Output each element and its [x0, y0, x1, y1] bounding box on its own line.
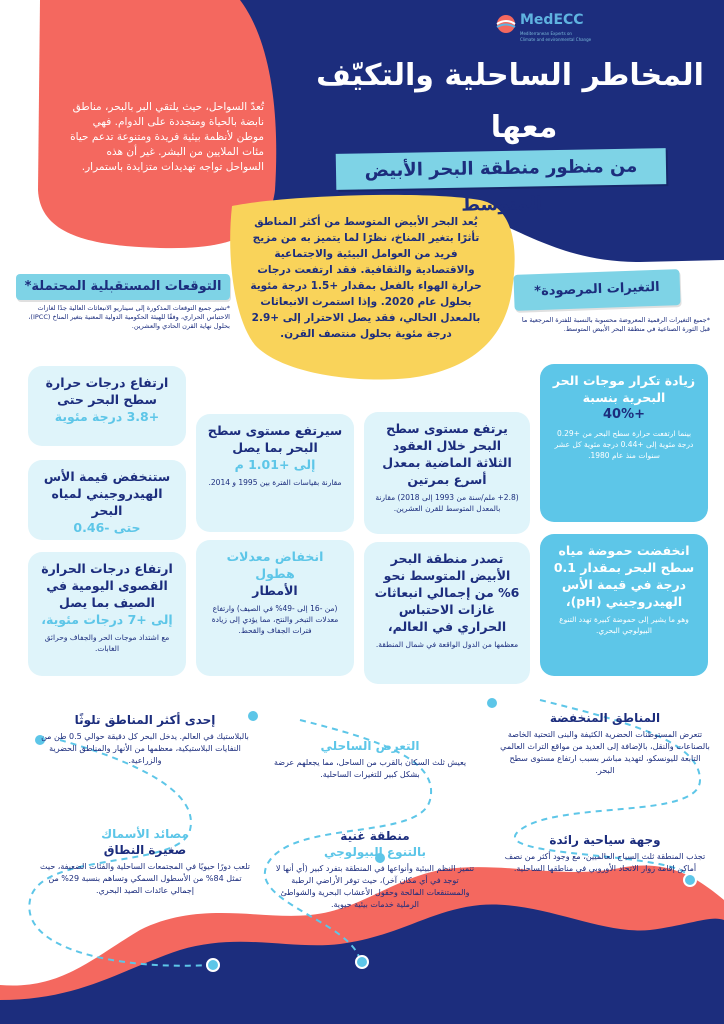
fact-title: وجهة سياحية رائدة — [549, 833, 661, 847]
card-value: إلى +1.01 م — [234, 457, 316, 472]
logo-tagline-1: Mediterranean Experts on — [520, 31, 572, 36]
observed-label: التغيرات المرصودة* — [513, 269, 680, 311]
fact-text: بالبلاستيك في العالم. يدخل البحر كل دقيقة حوالي 0.5 طن من النفايات البلاستيكية، معظمها من الأنهار والمناطق الحضرية والزراعية. — [41, 732, 249, 765]
card-sea-level-projection — [196, 414, 354, 532]
card-max-temperature — [28, 552, 186, 676]
logo-name: MedECC — [520, 12, 584, 28]
card-emissions — [364, 542, 530, 684]
fact-title: إحدى أكثر المناطق تلوثًا — [74, 713, 216, 727]
page-subtitle: من منظور منطقة البحر الأبيض المتوسط — [336, 148, 667, 190]
page-title-line2: معها — [490, 110, 558, 145]
fact-text: يعيش ثلث السكان بالقرب من الساحل، مما يجعلهم عرضة بشكل كبير للتغيرات الساحلية. — [273, 758, 467, 779]
card-title: انخفاض معدلات هطول — [226, 549, 324, 581]
card-value: +40% — [602, 407, 646, 422]
card-ph-projection — [28, 460, 186, 540]
fact-biodiversity — [270, 828, 480, 911]
card-title: زيادة تكرار موجات الحر البحرية بنسبة — [552, 373, 696, 405]
card-title-2: الأمطار — [252, 583, 298, 598]
path-marker — [486, 697, 498, 709]
fact-fisheries — [40, 826, 250, 897]
path-marker — [356, 956, 368, 968]
page-title-line1: المخاطر الساحلية والتكيّف — [316, 58, 704, 93]
fact-text: تتميز النظم البيئية وأنواعها في المنطقة بتفرد كبير (أي أنها لا توجد في أي مكان آخر)، حيث توفر الأراضي الرطبة والمستنقعات المالحة وحقول الأعشاب البحرية والشواطئ الرملية خدمات بيئية حيوية. — [275, 864, 475, 909]
card-title: سيرتفع مستوى سطح البحر بما يصل — [207, 423, 343, 455]
card-acidification — [540, 534, 708, 676]
fact-pollution — [40, 712, 250, 767]
card-title: تصدر منطقة البحر الأبيض المتوسط نحو 6% من إجمالي انبعاثات غازات الاحتباس الحراري في العالم، — [374, 551, 520, 634]
card-title: ستنخفض قيمة الأس الهيدروجيني لمياه البحر — [43, 469, 171, 518]
fact-text: تتعرض المستوطنات الحضرية الكثيفة والبنى التحتية الخاصة بالصناعات والنقل، بالإضافة إلى العديد من مواقع التراث العالمي التابعة لليونسكو، لتهديد مباشر بسبب ارتفاع مستوى سطح البحر. — [500, 730, 710, 775]
card-value: حتى -0.46 — [73, 520, 141, 535]
card-value: +3.8 درجة مئوية — [54, 409, 160, 424]
logo-tagline-2: Climate and environmental Change — [520, 37, 592, 42]
fact-text: تلعب دورًا حيويًا في المجتمعات الساحلية والفئات الضعيفة، حيث تمثل 84% من الأسطول السمكي وتساهم بنسبة 29% من إجمالي عائدات الصيد البحري. — [40, 862, 250, 895]
card-sea-level-observed — [364, 412, 530, 534]
fact-tourism — [500, 832, 710, 875]
card-desc: مع اشتداد موجات الحر والجفاف وحرائق الغابات. — [44, 633, 170, 653]
card-desc: (من -16 إلى -49% في الصيف) وارتفاع معدلات التبخر والنتح، مما يؤدي إلى زيادة فترات الجفاف والقحط. — [211, 604, 339, 635]
fact-title: التعرض الساحلي — [320, 739, 420, 753]
fact-title-2: بالتنوع البيولوجي — [324, 845, 426, 859]
path-marker — [684, 874, 696, 886]
card-title: انخفضت حموضة مياه سطح البحر بمقدار 0.1 درجة في قيمة الأس الهيدروجيني (pH)، — [553, 543, 695, 609]
mediterranean-overview: يُعد البحر الأبيض المتوسط من أكثر المناطق تأثرًا بتغير المناخ، نظرًا لما يتميز به من مزيج فريد من العوامل البيئية والاجتماعية والاقتصادية والثقافية. فقد ارتفعت درجات حرارة الهواء بالفعل بمقدار +1.5 درجة مئوية بحلول عام 2020. وإذا استمرت الانبعاثات بالمعدل الحالي، فقد يصل الاحترار إلى +2.9 درجة مئوية بحلول منتصف القرن. — [250, 216, 482, 340]
card-desc: (2.8+ ملم/سنة من 1993 إلى 2018) مقارنة بالمعدل المتوسط للقرن العشرين. — [375, 493, 519, 513]
card-title: يرتفع مستوى سطح البحر خلال العقود الثلاثة الماضية بمعدل أسرع بمرتين — [382, 421, 512, 487]
card-marine-heatwaves — [540, 364, 708, 522]
fact-text: تجذب المنطقة ثلث السياح العالميين، مع وجود أكثر من نصف أماكن إقامة زوار الاتحاد الأوروبي في مناطقها الساحلية. — [504, 852, 706, 873]
fact-title: منطقة غنية — [340, 829, 410, 843]
projections-note: *تشير جميع التوقعات المذكورة إلى سيناريو الانبعاثات العالية جدًا لغازات الاحتباس الحراري، وفقًا للهيئة الحكومية الدولية المعنية بتغير المناخ (IPCC)، بحلول نهاية القرن الحادي والعشرين. — [28, 304, 230, 330]
fact-title-2: صغيرة النطاق — [103, 843, 187, 857]
card-desc: معظمها من الدول الواقعة في شمال المنطقة. — [375, 640, 519, 649]
card-desc: وهو ما يشير إلى حموضة كبيرة تهدد التنوع البيولوجي البحري. — [559, 615, 689, 635]
fact-coastal-exposure — [270, 738, 470, 781]
path-marker — [207, 959, 219, 971]
fact-low-lying-areas — [500, 710, 710, 777]
fact-title: المناطق المنخفضة — [549, 711, 661, 725]
intro-text: تُعدّ السواحل، حيث يلتقي البر بالبحر، مناطق نابضة بالحياة ومتجددة على الدوام. فهي موطن لأنظمة بيئية فريدة ومتنوعة تدعم حياة مئات الملايين من البشر. غير أن هذه السواحل تواجه تهديدات متزايدة باستمرار. — [70, 101, 264, 173]
card-desc: مقارنة بقياسات الفترة بين 1995 و 2014. — [208, 478, 342, 487]
card-title: ارتفاع درجات الحرارة القصوى اليومية في الصيف بما يصل — [41, 561, 173, 610]
card-rainfall — [196, 540, 354, 676]
card-desc: بينما ارتفعت حرارة سطح البحر من +0.29 درجة مئوية إلى +0.44 درجة مئوية كل عشر سنوات منذ عام 1980. — [554, 429, 694, 460]
card-title: ارتفاع درجات حرارة سطح البحر حتى — [45, 375, 169, 407]
medecc-logo — [496, 10, 612, 50]
fact-title: مصائد الأسماك — [101, 827, 189, 841]
card-value: إلى +7 درجات مئوية، — [41, 612, 173, 627]
logo-globe-icon — [496, 14, 516, 34]
observed-note: *جميع التغيرات الرقمية المعروضة محسوبة بالنسبة للفترة المرجعية ما قبل الثورة الصناعية في منطقة البحر الأبيض المتوسط. — [521, 316, 710, 333]
projections-label: التوقعات المستقبلية المحتملة* — [16, 274, 230, 300]
card-sea-surface-temp — [28, 366, 186, 446]
